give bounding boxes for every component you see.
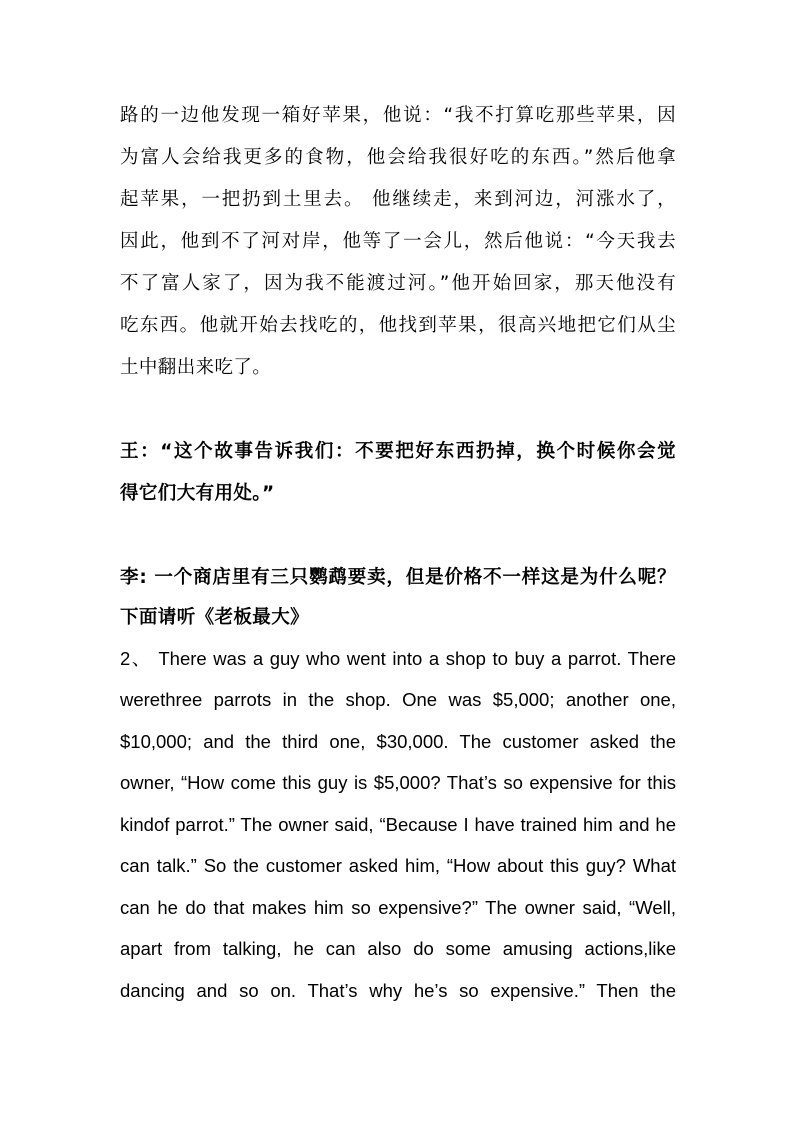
wang-line: 王：“这个故事告诉我们：不要把好东西扔掉，换个时候你会觉 (120, 441, 676, 462)
story1-line: 路的一边他发现一箱好苹果，他说：“我不打算吃那些苹果，因 (120, 105, 676, 126)
story1-line: 吃东西。他就开始去找吃的，他找到苹果，很高兴地把它们从尘 (120, 315, 676, 336)
story2-line: can talk.” So the customer asked him, “How about this guy? What (120, 855, 676, 876)
story1-line: 为富人会给我更多的食物，他会给我很好吃的东西。”然后他拿 (120, 147, 676, 168)
story1-line: 起苹果，一把扔到土里去。 他继续走，来到河边，河涨水了， (120, 189, 676, 210)
li-line: 李: 一个商店里有三只鹦鹉要卖，但是价格不一样这是为什么呢？ (120, 567, 676, 588)
story2-line: kindof parrot.” The owner said, “Because I have trained him and he (120, 814, 676, 835)
li-line: 下面请听《老板最大》 (120, 607, 310, 628)
story2-line: 2、 There was a guy who went into a shop to buy a parrot. There (120, 648, 676, 669)
story2-line: dancing and so on. That’s why he’s so expensive.” Then the (120, 980, 676, 1001)
story2-line: can he do that makes him so expensive?” The owner said, “Well, (120, 897, 676, 918)
story1-line: 因此，他到不了河对岸，他等了一会儿，然后他说：“今天我去 (120, 231, 676, 252)
story2-line: werethree parrots in the shop. One was $5,000; another one, (120, 689, 676, 710)
story2-line: $10,000; and the third one, $30,000. The customer asked the (120, 731, 676, 752)
story2-line: owner, “How come this guy is $5,000? That’s so expensive for this (120, 772, 676, 793)
wang-line: 得它们大有用处。” (120, 483, 275, 504)
story1-line: 土中翻出来吃了。 (120, 357, 272, 378)
story2-line: apart from talking, he can also do some amusing actions,like (120, 938, 676, 959)
story1-line: 不了富人家了，因为我不能渡过河。”他开始回家，那天他没有 (120, 273, 676, 294)
